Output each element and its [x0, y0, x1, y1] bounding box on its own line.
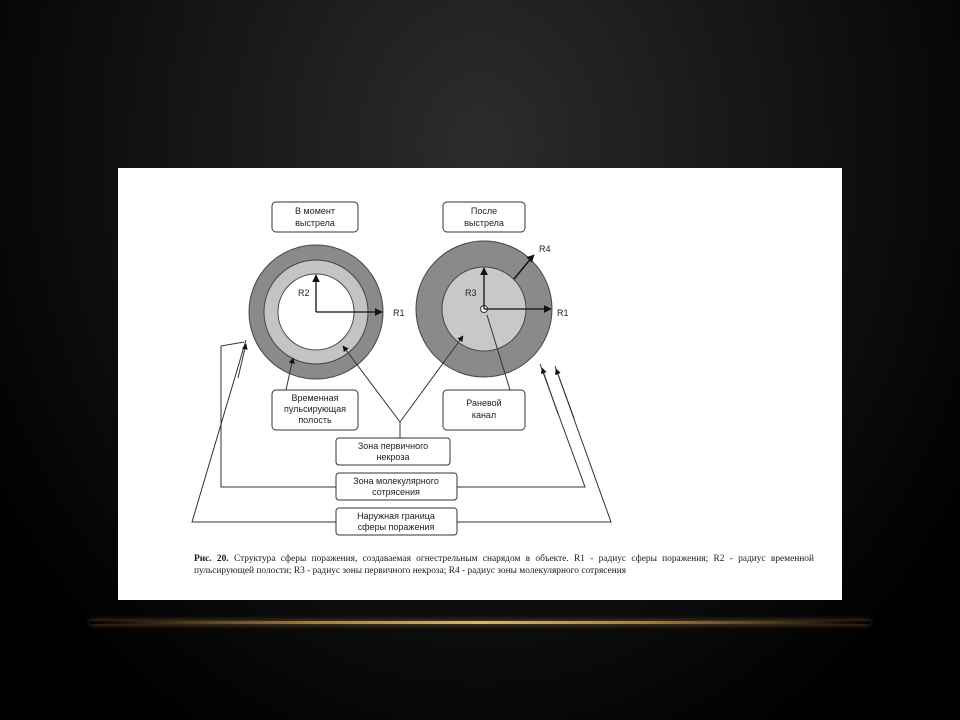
- wound-channel-box: [443, 390, 525, 430]
- right-title-line1: После: [470, 206, 498, 216]
- molecular-shake-box: [336, 473, 457, 500]
- svg-text:Зона первичного: Зона первичного: [357, 441, 429, 451]
- left-title-box: [272, 202, 358, 232]
- right-sphere: [416, 241, 569, 377]
- svg-text:пульсирующая: пульсирующая: [283, 404, 347, 414]
- r1-left-label: R1: [393, 308, 405, 318]
- diagram: [118, 168, 842, 600]
- outer-boundary-box: [336, 508, 457, 535]
- left-sphere: [249, 245, 405, 379]
- svg-text:полость: полость: [298, 415, 332, 425]
- svg-text:сферы поражения: сферы поражения: [357, 522, 435, 532]
- svg-text:Наружная граница: Наружная граница: [357, 511, 435, 521]
- primary-necrosis-box: [336, 438, 450, 465]
- figure-caption: [194, 553, 814, 577]
- svg-text:канал: канал: [471, 410, 497, 420]
- left-title-line2: выстрела: [295, 218, 335, 228]
- svg-text:некроза: некроза: [376, 452, 410, 462]
- svg-text:Раневой: Раневой: [466, 398, 502, 408]
- r2-label: R2: [298, 288, 310, 298]
- svg-text:Временная: Временная: [291, 393, 339, 403]
- right-title-box: [443, 202, 525, 232]
- caption-text: Структура сферы поражения, создаваемая огнестрельным снарядом в объекте. R1 - радиус сферы поражения; R2 - радиус временной пульсирующей полости; R3 - радиус зоны первичного некроза; R4 - радиус зоны молекулярного сотрясения: [194, 554, 815, 576]
- left-title-line1: В момент: [295, 206, 335, 216]
- r1-right-label: R1: [557, 308, 569, 318]
- caption-number: Рис. 20.: [194, 554, 229, 564]
- svg-text:сотрясения: сотрясения: [372, 487, 420, 497]
- temp-cavity-box: [272, 390, 358, 430]
- right-title-line2: выстрела: [464, 218, 504, 228]
- decorative-divider: [90, 621, 870, 624]
- r4-label: R4: [539, 244, 551, 254]
- r3-label: R3: [465, 288, 477, 298]
- svg-text:Зона молекулярного: Зона молекулярного: [353, 476, 439, 486]
- figure-image: [118, 168, 842, 600]
